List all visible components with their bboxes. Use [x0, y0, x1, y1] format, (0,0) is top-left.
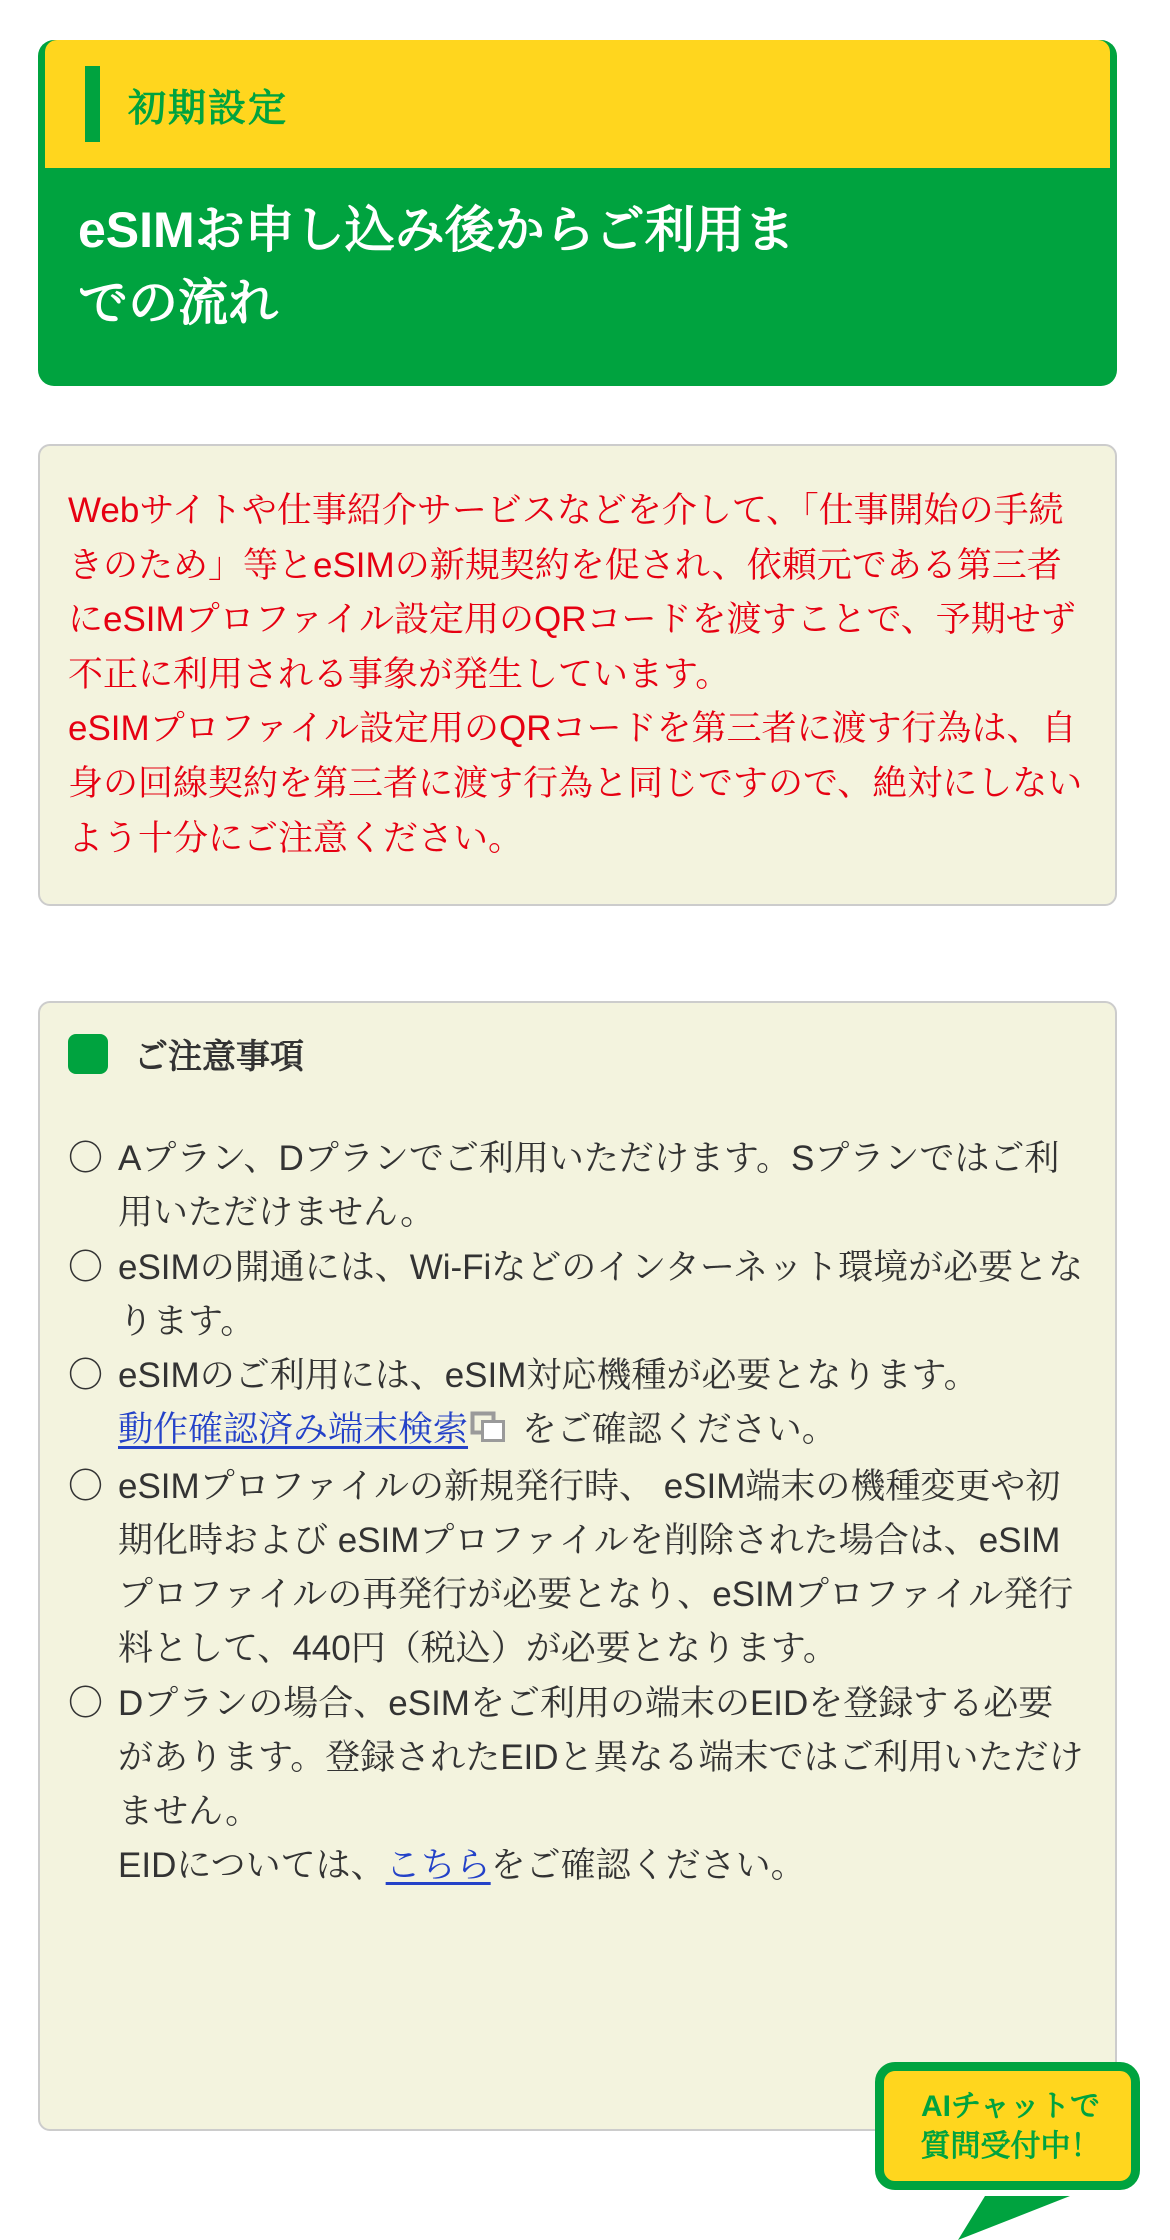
list-marker: 〇	[68, 1247, 104, 1287]
list-item	[68, 1677, 1087, 1894]
list-marker: 〇	[68, 1466, 104, 1506]
notes-header	[68, 1029, 1087, 1078]
note-text: Aプラン、Dプランでご利用いただけます。Sプランではご利用いただけません。	[118, 1139, 1060, 1233]
ai-chat-label-line2: 質問受付中！	[920, 2130, 1101, 2163]
accent-bar-icon	[85, 66, 100, 142]
note-text: をご確認ください。	[512, 1410, 837, 1450]
note-text: EIDについては、	[118, 1846, 386, 1886]
list-item	[68, 1460, 1087, 1677]
list-item	[68, 1132, 1087, 1241]
ai-chat-label-line1: AIチャットで	[920, 2090, 1101, 2123]
header-tag-band	[45, 40, 1110, 168]
list-marker: 〇	[68, 1139, 104, 1179]
list-marker: 〇	[68, 1356, 104, 1396]
chat-bubble-tail-icon	[950, 2196, 1080, 2240]
section-tag: 初期設定	[128, 87, 289, 130]
list-item	[68, 1241, 1087, 1350]
note-text: eSIMプロファイルの新規発行時、 eSIM端末の機種変更や初期化時および eSIMプロファイルを削除された場合は、eSIMプロファイルの再発行が必要となり、eSIMプロファイル発行料として、440円（税込）が必要となります。	[118, 1466, 1074, 1669]
warning-paragraph-2: eSIMプロファイル設定用のQRコードを第三者に渡す行為は、自身の回線契約を第三者に渡す行為と同じですので、絶対にしないよう十分にご注意ください。	[68, 709, 1083, 858]
header-card	[38, 40, 1117, 386]
external-link-icon	[470, 1405, 506, 1459]
supported-devices-link[interactable]: 動作確認済み端末検索	[118, 1410, 469, 1450]
list-marker: 〇	[68, 1683, 104, 1723]
notes-card	[38, 1001, 1117, 2131]
notes-list	[68, 1132, 1087, 1894]
note-text: をご確認ください。	[490, 1846, 806, 1886]
note-text: eSIMのご利用には、eSIM対応機種が必要となります。	[118, 1356, 979, 1396]
page-title: eSIMお申し込み後からご利用までの流れ	[78, 202, 795, 331]
notes-heading: ご注意事項	[134, 1038, 304, 1077]
note-text: eSIMの開通には、Wi-Fiなどのインターネット環境が必要となります。	[118, 1247, 1084, 1341]
ai-chat-button[interactable]	[875, 2062, 1140, 2190]
note-text: Dプランの場合、eSIMをご利用の端末のEIDを登録する必要があります。登録されたEIDと異なる端末ではご利用いただけません。	[118, 1683, 1084, 1832]
warning-paragraph-1: Webサイトや仕事紹介サービスなどを介して、「仕事開始の手続きのため」等とeSIMの新規契約を促され、依頼元である第三者にeSIMプロファイル設定用のQRコードを渡すことで、予期せず不正に利用される事象が発生しています。	[68, 491, 1076, 694]
green-square-icon	[68, 1034, 108, 1074]
eid-details-link[interactable]: こちら	[385, 1846, 491, 1886]
page-content	[38, 0, 1117, 2131]
warning-card	[38, 444, 1117, 906]
list-item	[68, 1349, 1087, 1460]
